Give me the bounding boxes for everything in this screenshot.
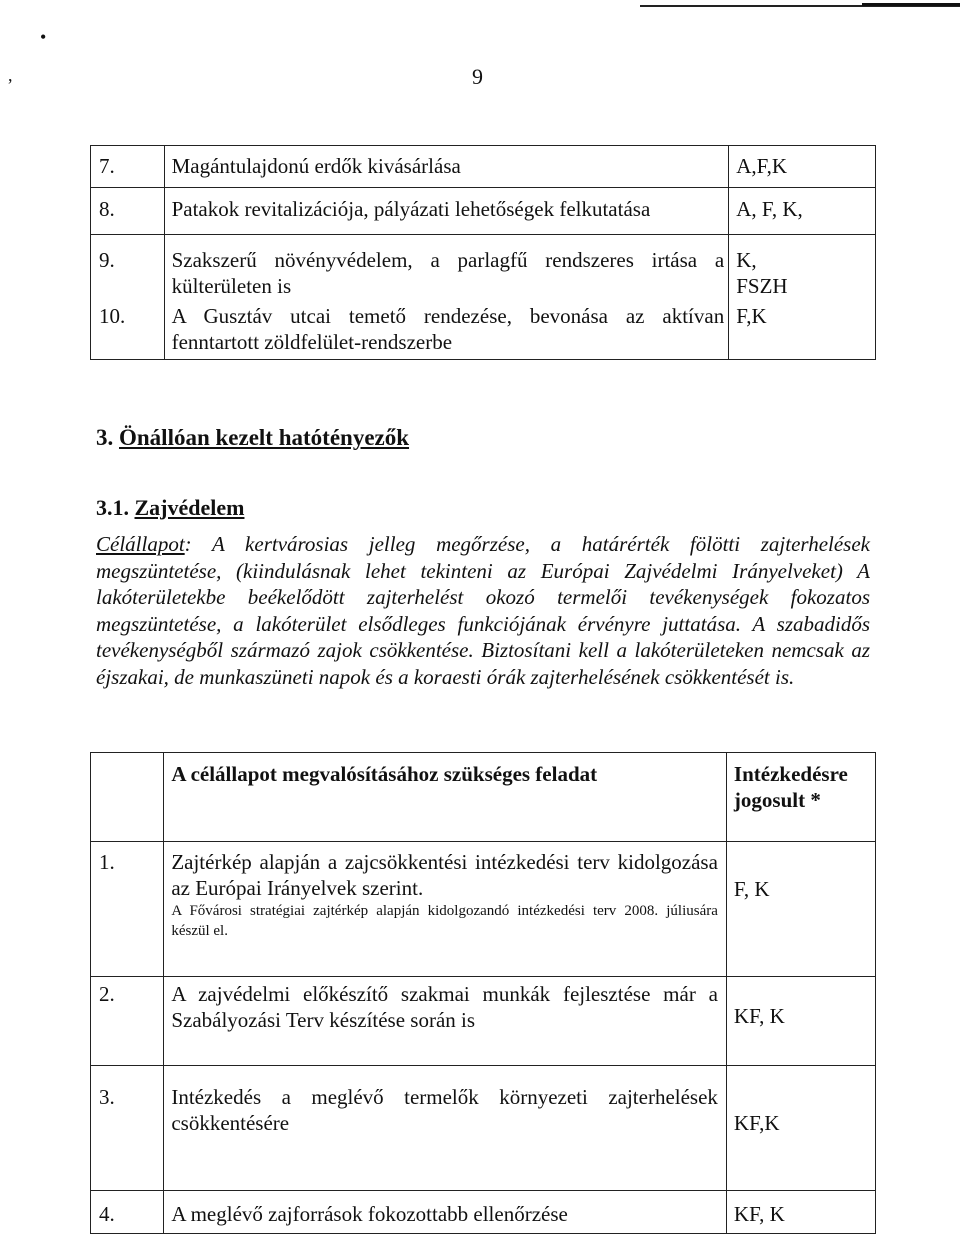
bullet-mark: • [40, 27, 47, 47]
row-authority [726, 842, 875, 977]
row-authority: KF, K [726, 1191, 875, 1234]
row-number: 1. [91, 842, 164, 977]
subsection-title: Zajvédelem [134, 495, 245, 520]
table-header-row [91, 753, 876, 842]
row-number: 4. [91, 1191, 164, 1234]
header-authority: Intézkedésre jogosult * [726, 753, 875, 842]
row-number: 3. [91, 1066, 164, 1191]
section-heading [96, 425, 409, 451]
section-title: Önállóan kezelt hatótényezők [119, 425, 410, 450]
row-authority: F,K [729, 303, 876, 360]
row-number: 9. [91, 235, 165, 304]
row-authority: A, F, K, [729, 188, 876, 235]
table-row [91, 303, 876, 360]
table-row [91, 188, 876, 235]
section-number: 3. [96, 425, 114, 450]
row-text: Intézkedés a meglévő termelők környezeti zajterhelések csökkentésére [164, 1066, 727, 1191]
row-text: Szakszerű növényvédelem, a parlagfű rendszeres irtása a külterületen is [164, 235, 729, 304]
header-number-cell [91, 753, 164, 842]
row-text: A zajvédelmi előkészítő szakmai munkák fejlesztése már a Szabályozási Terv készítése során is [164, 977, 727, 1066]
row-text: Magántulajdonú erdők kivásárlása [164, 146, 729, 188]
measures-table [90, 145, 876, 360]
row-text: Patakok revitalizációja, pályázati lehetőségek felkutatása [164, 188, 729, 235]
page-number: 9 [472, 64, 483, 89]
table-row [91, 842, 876, 977]
authority-text: KF,K [733, 1111, 780, 1135]
row-text: A Gusztáv utcai temető rendezése, bevonása az aktívan fenntartott zöldfelület-rendszerbe [164, 303, 729, 360]
top-rule-thick [862, 3, 960, 6]
paragraph-colon: : [184, 532, 192, 556]
row-number: 8. [91, 188, 165, 235]
paragraph-body: A kertvárosias jelleg megőrzése, a határérték fölötti zajterhelések megszüntetése, (kiindulásnak lehet tekinteni az Európai Zajvédelmi Irányelveket) A lakóterületekbe beékelődött zajterhelést okozó termelői tevékenységek fokozatos megszüntetése, a lakóterület elsődleges funkciójának érvényre juttatása. A szabadidős tevékenységből származó zajok csökkentése. Biztosítani kell a lakóterületeken nemcsak az éjszakai, de munkaszüneti napok és a koraesti órák zajterhelésének csökkentését is. [96, 532, 870, 689]
target-state-paragraph [96, 531, 870, 690]
row-authority: A,F,K [729, 146, 876, 188]
comma-mark: , [8, 65, 13, 85]
row-authority [729, 235, 876, 304]
table-row [91, 146, 876, 188]
row-authority [726, 1066, 875, 1191]
table-row [91, 977, 876, 1066]
authority-text: F, K [733, 877, 770, 901]
authority-line: K, [736, 248, 757, 272]
header-task: A célállapot megvalósításához szükséges feladat [164, 753, 727, 842]
row-number: 2. [91, 977, 164, 1066]
tasks-table [90, 752, 876, 1234]
row-number: 10. [91, 303, 165, 360]
subsection-heading [96, 495, 244, 521]
row-main-text: Zajtérkép alapján a zajcsökkentési intézkedési terv kidolgozása az Európai Irányelvek szerint. [171, 850, 718, 900]
authority-text: KF, K [733, 1004, 785, 1028]
row-text [164, 842, 727, 977]
row-authority [726, 977, 875, 1066]
paragraph-lead: Célállapot [96, 532, 185, 556]
table-row [91, 1191, 876, 1234]
row-number: 7. [91, 146, 165, 188]
subsection-number: 3.1. [96, 495, 129, 520]
row-text: A meglévő zajforrások fokozottabb ellenőrzése [164, 1191, 727, 1234]
row-note: A Fővárosi stratégiai zajtérkép alapján kidolgozandó intézkedési terv 2008. júliusára készül el. [171, 903, 718, 939]
table-row [91, 1066, 876, 1191]
authority-line: FSZH [736, 274, 788, 298]
table-row [91, 235, 876, 304]
